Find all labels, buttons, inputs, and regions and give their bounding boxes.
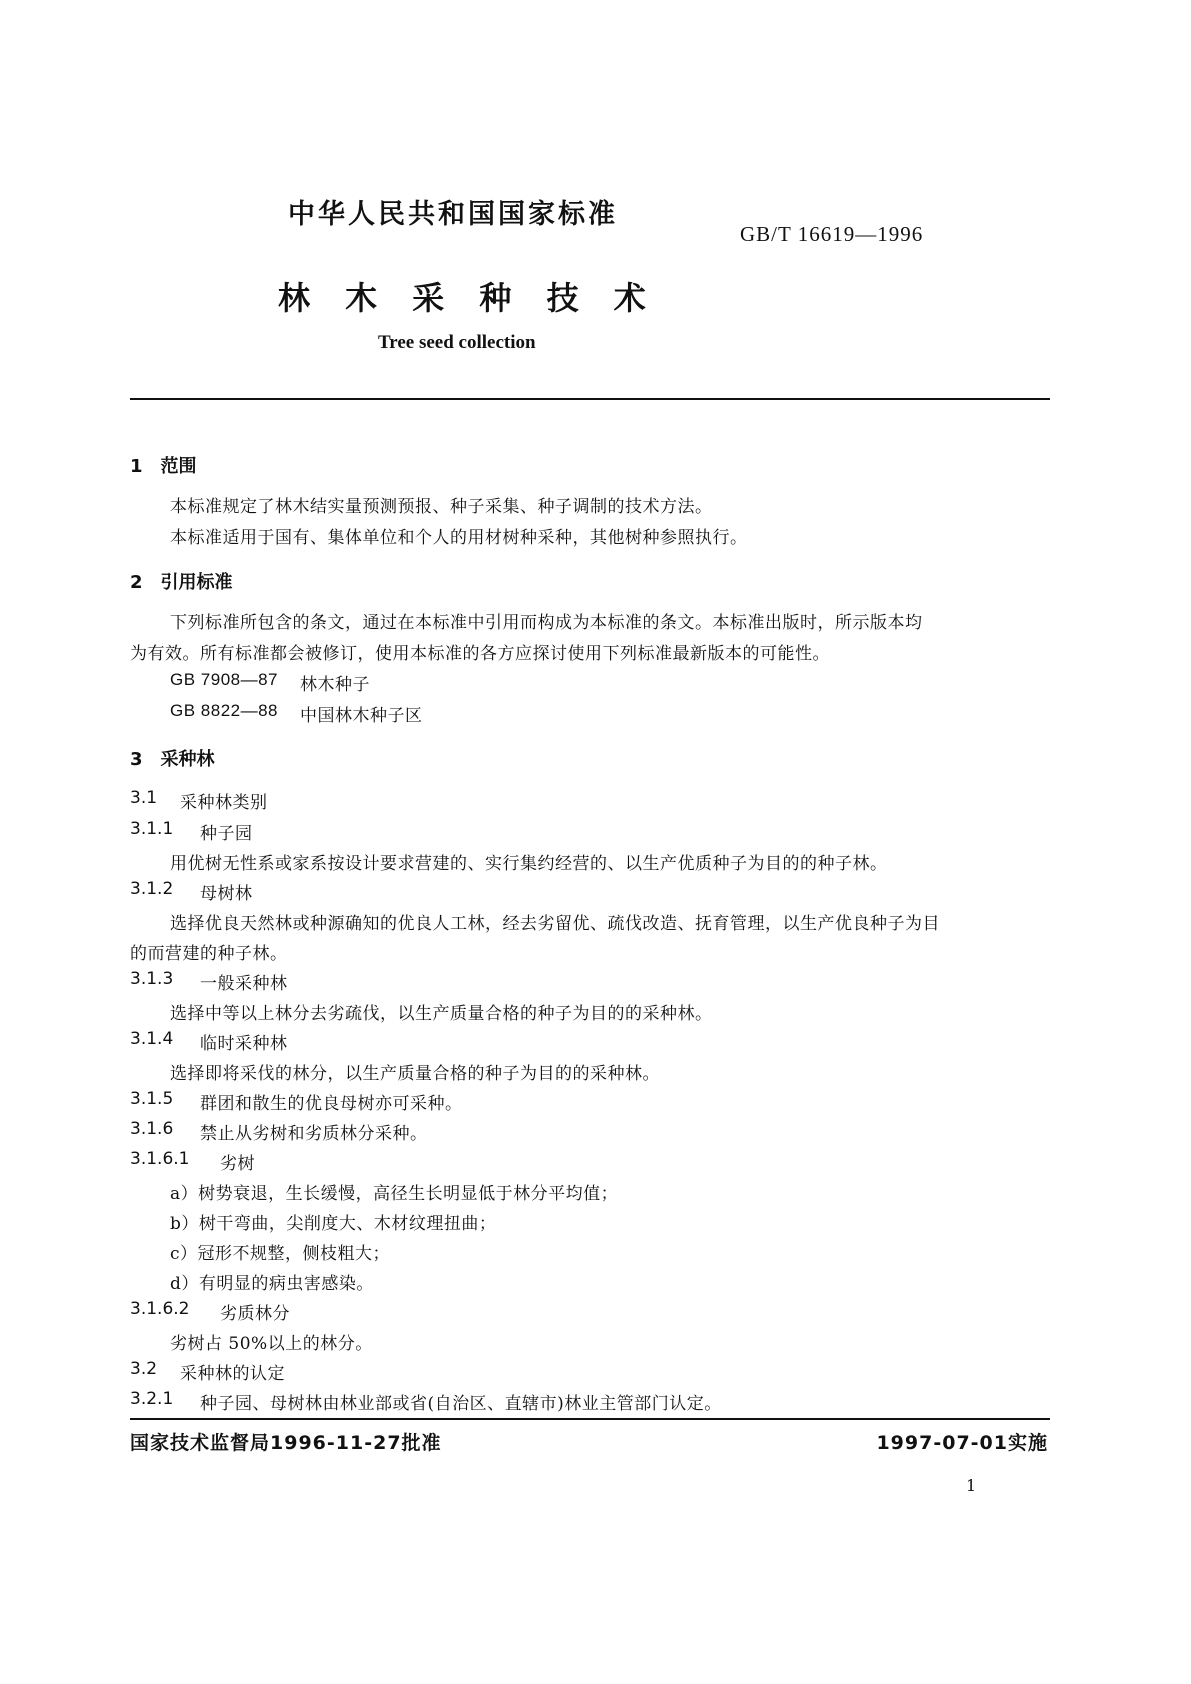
section-1-paragraph-2: 本标准适用于国有、集体单位和个人的用材树种采种，其他树种参照执行。 <box>170 528 748 548</box>
reference-2-code: GB 8822—88 <box>170 701 279 720</box>
clause-3-1-3-title: 一般采种林 <box>200 974 288 994</box>
clause-3-1-5-number: 3.1.5 <box>130 1089 174 1109</box>
section-2-paragraph-line-1: 下列标准所包含的条文，通过在本标准中引用而构成为本标准的条文。本标准出版时，所示版本均 <box>170 613 923 633</box>
list-item-d: d）有明显的病虫害感染。 <box>170 1274 374 1294</box>
clause-3-1-6-2-number: 3.1.6.2 <box>130 1299 190 1319</box>
clause-3-1-2-title: 母树林 <box>200 884 253 904</box>
clause-3-1-title: 采种林类别 <box>180 793 268 813</box>
clause-3-1-1-title: 种子园 <box>200 824 253 844</box>
clause-3-1-5-text: 群团和散生的优良母树亦可采种。 <box>200 1094 463 1114</box>
list-item-a: a）树势衰退，生长缓慢，高径生长明显低于林分平均值； <box>170 1184 619 1204</box>
clause-3-1-3-text: 选择中等以上林分去劣疏伐，以生产质量合格的种子为目的的采种林。 <box>170 1004 713 1024</box>
clause-3-2-number: 3.2 <box>130 1359 158 1379</box>
header-divider <box>130 398 1050 400</box>
section-1-paragraph-1: 本标准规定了林木结实量预测预报、种子采集、种子调制的技术方法。 <box>170 497 713 517</box>
clause-3-1-6-2-text: 劣树占 50%以上的林分。 <box>170 1334 373 1354</box>
clause-3-1-number: 3.1 <box>130 788 158 808</box>
reference-1-code: GB 7908—87 <box>170 670 279 689</box>
clause-3-1-2-text-line-2: 的而营建的种子林。 <box>130 944 288 964</box>
document-title: 林 木 采 种 技 术 <box>278 279 658 317</box>
list-item-b: b）树干弯曲，尖削度大、木材纹理扭曲； <box>170 1214 497 1234</box>
reference-1-title: 林木种子 <box>300 675 370 695</box>
clause-3-1-1-text: 用优树无性系或家系按设计要求营建的、实行集约经营的、以生产优质种子为目的的种子林。 <box>170 854 888 874</box>
approval-line: 国家技术监督局1996-11-27批准 <box>130 1432 442 1454</box>
list-item-c: c）冠形不规整，侧枝粗大； <box>170 1244 391 1264</box>
clause-3-2-title: 采种林的认定 <box>180 1364 285 1384</box>
section-1-heading: 1 范围 <box>130 456 197 477</box>
clause-3-1-3-number: 3.1.3 <box>130 969 174 989</box>
clause-3-1-6-text: 禁止从劣树和劣质林分采种。 <box>200 1124 428 1144</box>
clause-3-1-2-text-line-1: 选择优良天然林或种源确知的优良人工林，经去劣留优、疏伐改造、抚育管理，以生产优良种子为目 <box>170 914 940 934</box>
section-2-paragraph-line-2: 为有效。所有标准都会被修订，使用本标准的各方应探讨使用下列标准最新版本的可能性。 <box>130 644 830 664</box>
footer-divider <box>130 1418 1050 1420</box>
standard-number: GB/T 16619—1996 <box>740 222 924 246</box>
clause-3-2-1-number: 3.2.1 <box>130 1389 174 1409</box>
page-number: 1 <box>966 1476 977 1495</box>
clause-3-1-4-title: 临时采种林 <box>200 1034 288 1054</box>
section-3-heading: 3 采种林 <box>130 749 215 770</box>
clause-3-1-6-1-title: 劣树 <box>220 1154 255 1174</box>
clause-3-2-1-text: 种子园、母树林由林业部或省(自治区、直辖市)林业主管部门认定。 <box>200 1394 722 1414</box>
clause-3-1-1-number: 3.1.1 <box>130 819 174 839</box>
issuing-authority: 中华人民共和国国家标准 <box>288 199 618 230</box>
clause-3-1-2-number: 3.1.2 <box>130 879 174 899</box>
section-2-heading: 2 引用标准 <box>130 572 233 593</box>
implementation-date: 1997-07-01实施 <box>876 1432 1048 1454</box>
clause-3-1-4-text: 选择即将采伐的林分，以生产质量合格的种子为目的的采种林。 <box>170 1064 660 1084</box>
clause-3-1-4-number: 3.1.4 <box>130 1029 174 1049</box>
clause-3-1-6-1-number: 3.1.6.1 <box>130 1149 190 1169</box>
clause-3-1-6-2-title: 劣质林分 <box>220 1304 290 1324</box>
document-title-english: Tree seed collection <box>378 332 536 353</box>
clause-3-1-6-number: 3.1.6 <box>130 1119 174 1139</box>
reference-2-title: 中国林木种子区 <box>300 706 423 726</box>
